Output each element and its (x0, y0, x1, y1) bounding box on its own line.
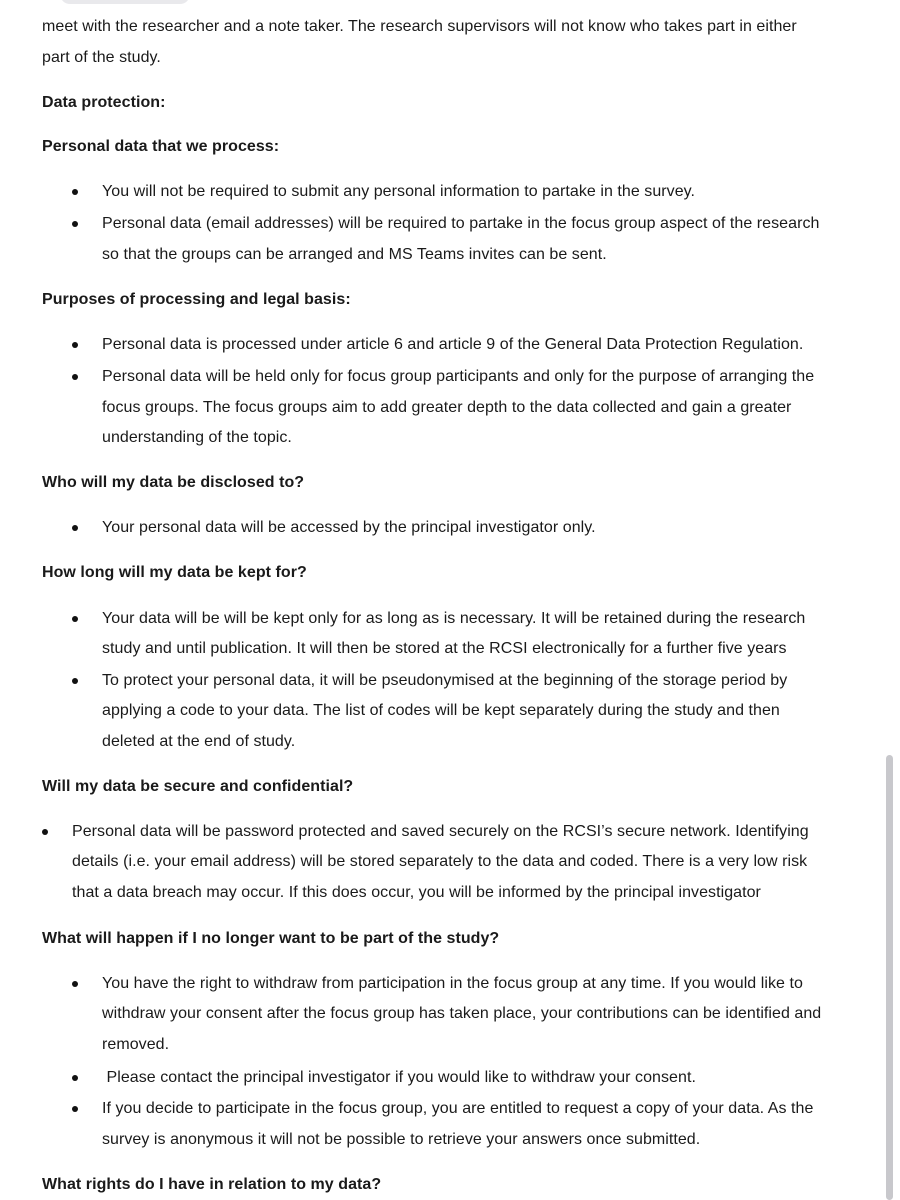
list-item: Personal data will be password protected and saved securely on the RCSI’s secure network. Identifying (72, 823, 809, 840)
intro-line: meet with the researcher and a note taker. The research supervisors will not know who takes part in either (42, 18, 797, 35)
list-item: Personal data will be held only for focus group participants and only for the purpose of arranging the (102, 368, 815, 385)
bullet-icon (72, 1106, 78, 1112)
list-item-continuation: removed. (102, 1036, 170, 1053)
intro-line: part of the study. (42, 49, 161, 66)
scrollbar-thumb[interactable] (886, 755, 893, 1200)
list-item-continuation: so that the groups can be arranged and MS Teams invites can be sent. (102, 246, 607, 263)
section-heading-kept: How long will my data be kept for? (42, 564, 307, 581)
bullet-icon (72, 525, 78, 531)
list-item-continuation: details (i.e. your email address) will be stored separately to the data and coded. There is a very low risk (72, 853, 808, 870)
vertical-scrollbar[interactable] (886, 0, 894, 1200)
bullet-icon (72, 678, 78, 684)
list-item: To protect your personal data, it will be pseudonymised at the beginning of the storage period by (102, 672, 788, 689)
bullet-icon (42, 829, 48, 835)
list-item-continuation: survey is anonymous it will not be possible to retrieve your answers once submitted. (102, 1131, 701, 1148)
list-item: Your data will be will be kept only for as long as is necessary. It will be retained during the research (102, 610, 806, 627)
section-heading-rights: What rights do I have in relation to my data? (42, 1176, 382, 1193)
bullet-icon (72, 189, 78, 195)
list-item: Your personal data will be accessed by the principal investigator only. (102, 519, 596, 536)
section-heading-data-protection: Data protection: (42, 94, 166, 111)
list-item: Personal data (email addresses) will be required to partake in the focus group aspect of the research (102, 215, 820, 232)
list-item: If you decide to participate in the focus group, you are entitled to request a copy of your data. As the (102, 1100, 814, 1117)
bullet-icon (72, 1075, 78, 1081)
list-item-continuation: deleted at the end of study. (102, 733, 296, 750)
list-item-continuation: applying a code to your data. The list of codes will be kept separately during the study and then (102, 702, 780, 719)
page-number-badge (60, 0, 190, 4)
list-item: You will not be required to submit any personal information to partake in the survey. (102, 183, 696, 200)
list-item-continuation: withdraw your consent after the focus group has taken place, your contributions can be identified and (102, 1005, 822, 1022)
section-heading-secure: Will my data be secure and confidential? (42, 778, 354, 795)
bullet-icon (72, 616, 78, 622)
section-heading-purposes: Purposes of processing and legal basis: (42, 291, 351, 308)
section-heading-disclosed: Who will my data be disclosed to? (42, 474, 305, 491)
bullet-icon (72, 374, 78, 380)
list-item-continuation: focus groups. The focus groups aim to add greater depth to the data collected and gain a greater (102, 399, 792, 416)
section-heading-withdraw: What will happen if I no longer want to be part of the study? (42, 930, 500, 947)
list-item-continuation: study and until publication. It will then be stored at the RCSI electronically for a further five years (102, 640, 787, 657)
list-item-continuation: understanding of the topic. (102, 429, 292, 446)
bullet-icon (72, 981, 78, 987)
bullet-icon (72, 221, 78, 227)
list-item: Personal data is processed under article 6 and article 9 of the General Data Protection Regulation. (102, 336, 804, 353)
bullet-icon (72, 342, 78, 348)
list-item: Please contact the principal investigator if you would like to withdraw your consent. (102, 1069, 696, 1086)
section-heading-personal-data: Personal data that we process: (42, 138, 280, 155)
list-item: You have the right to withdraw from participation in the focus group at any time. If you would like to (102, 975, 803, 992)
list-item-continuation: that a data breach may occur. If this does occur, you will be informed by the principal investigator (72, 884, 761, 901)
